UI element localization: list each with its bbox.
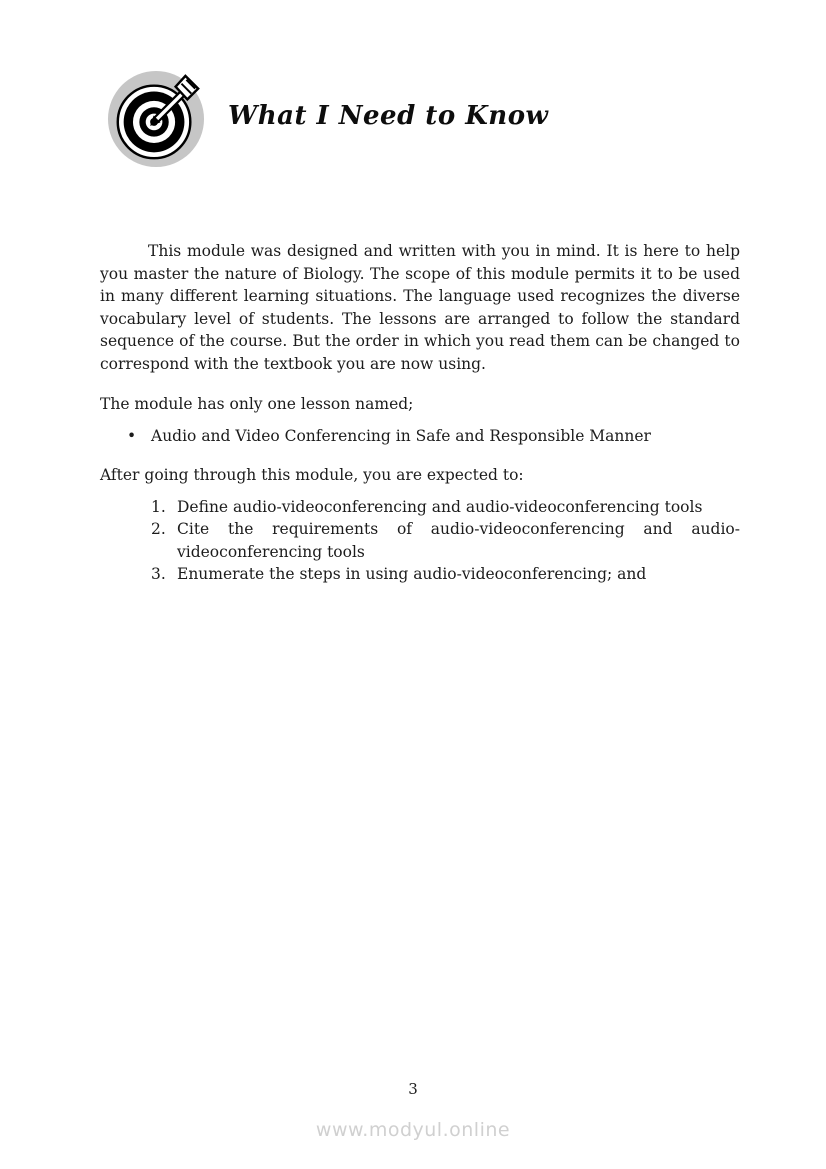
target-bullseye-icon [107,70,205,168]
objective-number: 1. [151,497,166,516]
objective-item [151,496,740,519]
lesson-list [100,425,740,448]
bullet-icon: • [127,426,137,445]
section-title: What I Need to Know [228,101,549,131]
intro-paragraph: This module was designed and written with you in mind. It is here to help you master the nature of Biology. The scope of this module permits it to be used in many different learning situations. The language used recognizes the diverse vocabulary level of students. The lessons are arranged to follow the standard sequence of the course. But the order in which you read them can be changed to correspond with the textbook you are now using. [100,242,740,373]
watermark: www.modyul.online [315,1119,511,1141]
objective-number: 2. [151,520,166,538]
objectives-intro-line: After going through this module, you are expected to: [100,466,524,484]
objectives-list [100,496,740,586]
objective-text: Enumerate the steps in using audio-videoconferencing; and [177,565,647,583]
body-text [100,240,740,586]
page-number: 3 [408,1080,418,1098]
target-bullseye-graphic [107,70,205,168]
lesson-intro-line: The module has only one lesson named; [100,395,414,413]
objective-number: 3. [151,565,166,583]
objective-item [151,518,740,563]
objective-item [151,563,740,586]
objective-text: Cite the requirements of audio-videoconferencing and audio-videoconferencing tools [177,520,740,561]
lesson-list-item [127,425,740,448]
lesson-title: Audio and Video Conferencing in Safe and Responsible Manner [151,426,651,445]
objective-text: Define audio-videoconferencing and audio-videoconferencing tools [177,497,703,516]
